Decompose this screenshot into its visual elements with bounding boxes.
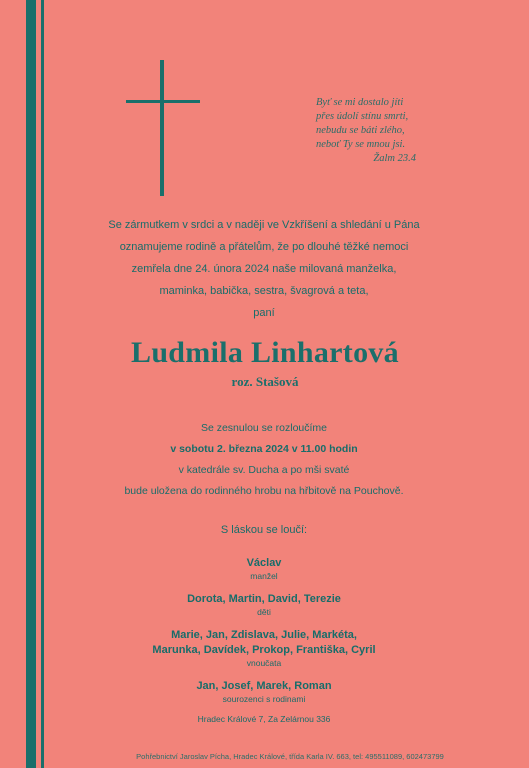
funeral-details — [96, 418, 432, 502]
funeral-line: bude uložena do rodinného hrobu na hřbitově na Pouchově. — [124, 485, 404, 497]
announcement-line: oznamujeme rodině a přátelům, že po dlouhé těžké nemoci — [119, 241, 409, 253]
farewell-heading: S láskou se loučí: — [220, 524, 308, 536]
verse-reference: Žalm 23.4 — [373, 153, 416, 164]
left-border-stripe-thin — [41, 0, 44, 768]
verse-line: nebudu se báti zlého, — [316, 125, 405, 136]
announcement-line: paní — [253, 307, 275, 319]
funeral-line: v katedrále sv. Ducha a po mši svaté — [178, 464, 350, 476]
announcement-line: maminka, babička, sestra, švagrová a teta, — [159, 285, 369, 297]
mourners-list — [96, 556, 432, 715]
announcement-text — [96, 214, 432, 324]
verse-line: Byť se mi dostalo jíti — [316, 97, 404, 108]
family-address: Hradec Králové 7, Za Zelárnou 336 — [197, 714, 331, 724]
cross-icon — [126, 60, 200, 196]
cross-vertical-bar — [160, 60, 164, 196]
mourner-names: Marunka, Davídek, Prokop, Františka, Cyril — [152, 644, 376, 656]
mourner-relation: manžel — [250, 571, 278, 581]
psalm-verse — [316, 96, 446, 166]
announcement-line: Se zármutkem v srdci a v naději ve Vzkříšení a shledání u Pána — [108, 219, 420, 231]
deceased-name: Ludmila Linhartová — [131, 336, 399, 369]
mourner-group — [96, 628, 432, 669]
verse-line: neboť Ty se mnou jsi. — [316, 139, 406, 150]
mourner-relation: sourozenci s rodinami — [222, 694, 306, 704]
mourner-group — [96, 592, 432, 618]
mourner-names: Václav — [246, 557, 282, 569]
mourner-relation: vnoučata — [246, 658, 282, 668]
left-border-stripe-wide — [26, 0, 36, 768]
mourner-names: Dorota, Martin, David, Terezie — [187, 593, 341, 605]
mourner-names: Marie, Jan, Zdislava, Julie, Markéta, — [171, 629, 357, 641]
verse-line: přes údolí stínu smrti, — [316, 111, 409, 122]
mourner-relation: děti — [257, 607, 271, 617]
funeral-service-footer: Pohřebnictví Jaroslav Pícha, Hradec Králové, třída Karla IV. 663, tel: 495511089, 602473799 — [136, 752, 444, 761]
mourner-names: Jan, Josef, Marek, Roman — [196, 680, 332, 692]
mourner-group — [96, 679, 432, 705]
deceased-maiden-name: roz. Stašová — [231, 374, 299, 389]
announcement-line: zemřela dne 24. února 2024 naše milovaná manželka, — [131, 263, 397, 275]
funeral-line: Se zesnulou se rozloučíme — [200, 422, 328, 434]
cross-horizontal-bar — [126, 100, 200, 103]
funeral-datetime: v sobotu 2. března 2024 v 11.00 hodin — [170, 443, 358, 455]
mourner-group — [96, 556, 432, 582]
